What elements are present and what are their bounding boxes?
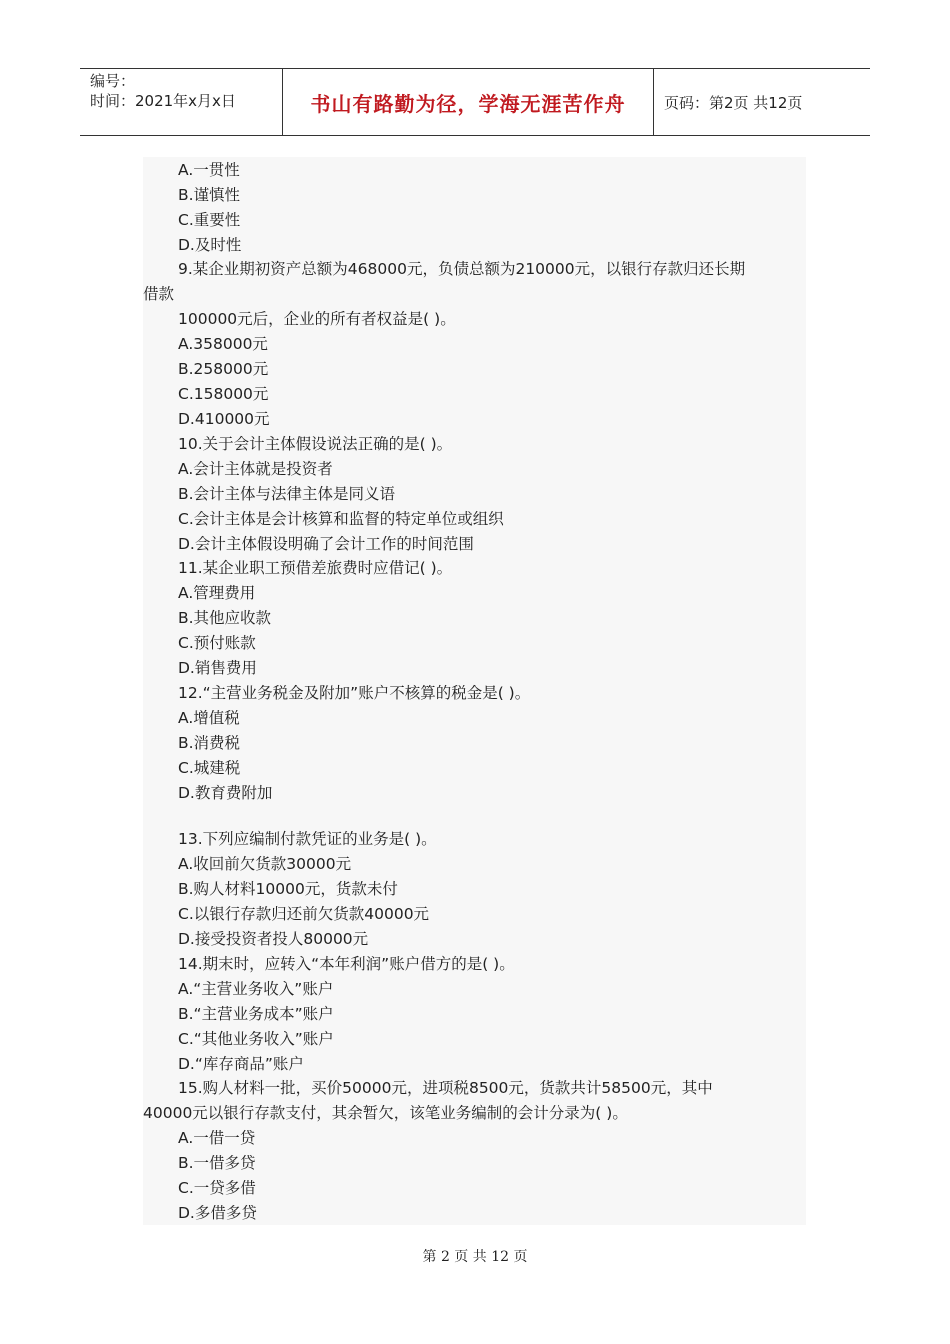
option-line: C.城建税 <box>178 759 241 777</box>
motto: 书山有路勤为径，学海无涯苦作舟 <box>310 91 626 116</box>
option-line: B.谨慎性 <box>178 186 241 204</box>
option-line: C.重要性 <box>178 211 241 229</box>
option-line: A.收回前欠货款30000元 <box>178 855 352 873</box>
option-line: D.接受投资者投人80000元 <box>178 930 369 948</box>
document-date: 时间：2021年x月x日 <box>90 92 236 110</box>
option-line: C.预付账款 <box>178 634 256 652</box>
option-line: D.会计主体假设明确了会计工作的时间范围 <box>178 535 474 553</box>
question-line-wrap: 40000元以银行存款支付，其余暂欠，该笔业务编制的会计分录为( )。 <box>143 1104 628 1122</box>
question-line: 9.某企业期初资产总额为468000元，负债总额为210000元，以银行存款归还长期 <box>178 260 746 278</box>
header-meta <box>80 69 282 135</box>
option-line: B.258000元 <box>178 360 269 378</box>
option-line: C.会计主体是会计核算和监督的特定单位或组织 <box>178 510 504 528</box>
question-line: 10.关于会计主体假设说法正确的是( )。 <box>178 435 453 453</box>
option-line: B.一借多贷 <box>178 1154 256 1172</box>
option-line: A.一借一贷 <box>178 1129 256 1147</box>
option-line: D.销售费用 <box>178 659 257 677</box>
question-line: 12.“主营业务税金及附加”账户不核算的税金是( )。 <box>178 684 531 702</box>
question-line-wrap: 借款 <box>143 285 175 303</box>
document-body <box>143 157 806 1225</box>
page-info: 页码：第2页 共12页 <box>664 93 803 112</box>
header-page-info-cell <box>654 69 870 135</box>
option-line: A.增值税 <box>178 709 240 727</box>
option-line: D.教育费附加 <box>178 784 273 802</box>
option-line: D.“库存商品”账户 <box>178 1055 304 1073</box>
option-line: B.消费税 <box>178 734 241 752</box>
option-line: A.管理费用 <box>178 584 256 602</box>
option-line: C.以银行存款归还前欠货款40000元 <box>178 905 430 923</box>
header-motto-cell <box>282 69 654 135</box>
option-line: A.“主营业务收入”账户 <box>178 980 334 998</box>
question-line: 11.某企业职工预借差旅费时应借记( )。 <box>178 559 453 577</box>
page-footer: 第 2 页 共 12 页 <box>422 1249 528 1265</box>
option-line: B.购人材料10000元，货款未付 <box>178 880 398 898</box>
option-line: B.其他应收款 <box>178 609 272 627</box>
option-line: D.多借多贷 <box>178 1204 257 1222</box>
page-header <box>80 68 870 136</box>
option-line: C.“其他业务收入”账户 <box>178 1030 334 1048</box>
option-line: C.一贷多借 <box>178 1179 256 1197</box>
question-line: 15.购人材料一批，买价50000元，进项税8500元，货款共计58500元，其中 <box>178 1079 713 1097</box>
question-line: 14.期末时，应转入“本年利润”账户借方的是( )。 <box>178 955 515 973</box>
option-line: B.会计主体与法律主体是同义语 <box>178 485 396 503</box>
question-line: 100000元后，企业的所有者权益是( )。 <box>178 310 456 328</box>
option-line: D.及时性 <box>178 236 242 254</box>
option-line: A.一贯性 <box>178 161 240 179</box>
option-line: C.158000元 <box>178 385 269 403</box>
question-line: 13.下列应编制付款凭证的业务是( )。 <box>178 830 437 848</box>
document-number-label: 编号： <box>90 72 136 90</box>
option-line: A.会计主体就是投资者 <box>178 460 333 478</box>
option-line: B.“主营业务成本”账户 <box>178 1005 334 1023</box>
option-line: A.358000元 <box>178 335 268 353</box>
option-line: D.410000元 <box>178 410 270 428</box>
